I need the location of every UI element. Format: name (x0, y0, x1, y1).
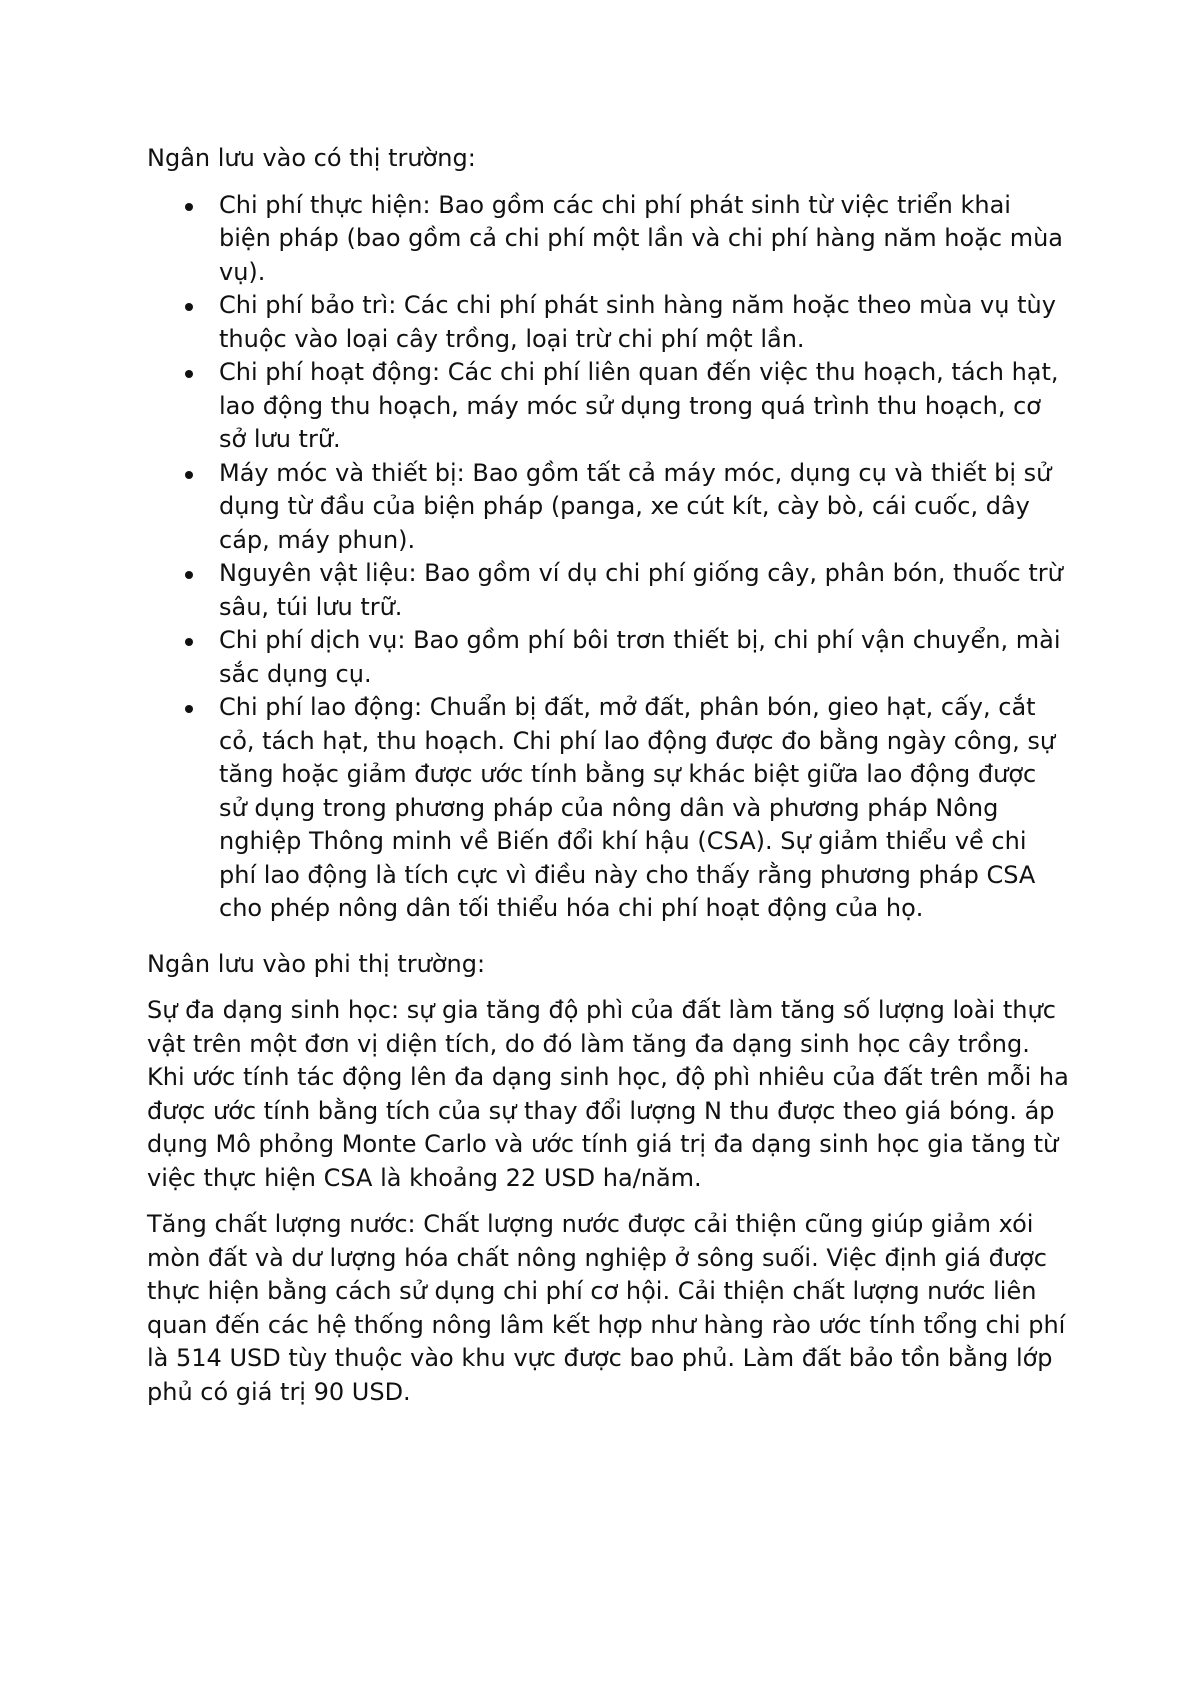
heading-nonmarket-cash-inflow: Ngân lưu vào phi thị trường: (147, 949, 486, 978)
bullet-icon (185, 471, 193, 479)
bullet-text: Chi phí lao động: Chuẩn bị đất, mở đất, phân bón, gieo hạt, cấy, cắt cỏ, tách hạt, thu hoạch. Chi phí lao động được đo bằng ngày công, sự tăng hoặc giảm được ước tính bằng sự khác biệt giữa lao động được sử dụng trong phương pháp của nông dân và phương pháp Nông nghiệp Thông minh về Biến đổi khí hậu (CSA). Sự giảm thiểu về chi phí lao động là tích cực vì điều này cho thấy rằng phương pháp CSA cho phép nông dân tối thiểu hóa chi phí hoạt động của họ. (219, 693, 1056, 922)
bullet-item-operating-cost (147, 356, 1070, 457)
bullet-icon (185, 571, 193, 579)
bullet-icon (185, 705, 193, 713)
bullet-text: Chi phí bảo trì: Các chi phí phát sinh hàng năm hoặc theo mùa vụ tùy thuộc vào loại cây trồng, loại trừ chi phí một lần. (219, 291, 1056, 353)
bullet-text: Chi phí thực hiện: Bao gồm các chi phí phát sinh từ việc triển khai biện pháp (bao gồm cả chi phí một lần và chi phí hàng năm hoặc mùa vụ). (219, 190, 1063, 286)
paragraph-water-quality: Tăng chất lượng nước: Chất lượng nước được cải thiện cũng giúp giảm xói mòn đất và dư lượng hóa chất nông nghiệp ở sông suối. Việc định giá được thực hiện bằng cách sử dụng chi phí cơ hội. Cải thiện chất lượng nước liên quan đến các hệ thống nông lâm kết hợp như hàng rào ước tính tổng chi phí là 514 USD tùy thuộc vào khu vực được bao phủ. Làm đất bảo tồn bằng lớp phủ có giá trị 90 USD. (147, 1210, 1066, 1406)
bullet-item-materials (147, 557, 1070, 624)
bullet-item-implementation-cost (147, 189, 1070, 290)
bullet-icon (185, 638, 193, 646)
bullet-text: Chi phí hoạt động: Các chi phí liên quan đến việc thu hoạch, tách hạt, lao động thu hoạch, máy móc sử dụng trong quá trình thu hoạch, cơ sở lưu trữ. (219, 358, 1059, 453)
bullet-text: Nguyên vật liệu: Bao gồm ví dụ chi phí giống cây, phân bón, thuốc trừ sâu, túi lưu trữ. (219, 559, 1063, 621)
bullet-item-maintenance-cost (147, 289, 1070, 356)
cost-bullet-list (147, 189, 1070, 926)
bullet-icon (185, 203, 193, 211)
bullet-item-labor-cost (147, 691, 1070, 926)
heading-market-cash-inflow: Ngân lưu vào có thị trường: (147, 144, 476, 172)
bullet-icon (185, 370, 193, 378)
bullet-text: Chi phí dịch vụ: Bao gồm phí bôi trơn thiết bị, chi phí vận chuyển, mài sắc dụng cụ. (219, 626, 1061, 688)
bullet-item-machinery-equipment (147, 457, 1070, 558)
bullet-item-service-cost (147, 624, 1070, 691)
bullet-icon (185, 303, 193, 311)
paragraph-biodiversity: Sự đa dạng sinh học: sự gia tăng độ phì của đất làm tăng số lượng loài thực vật trên một đơn vị diện tích, do đó làm tăng đa dạng sinh học cây trồng. Khi ước tính tác động lên đa dạng sinh học, độ phì nhiêu của đất trên mỗi ha được ước tính bằng tích của sự thay đổi lượng N thu được theo giá bóng. áp dụng Mô phỏng Monte Carlo và ước tính giá trị đa dạng sinh học gia tăng từ việc thực hiện CSA là khoảng 22 USD ha/năm. (147, 996, 1069, 1192)
bullet-text: Máy móc và thiết bị: Bao gồm tất cả máy móc, dụng cụ và thiết bị sử dụng từ đầu của biện pháp (panga, xe cút kít, cày bò, cái cuốc, dây cáp, máy phun). (219, 458, 1052, 554)
